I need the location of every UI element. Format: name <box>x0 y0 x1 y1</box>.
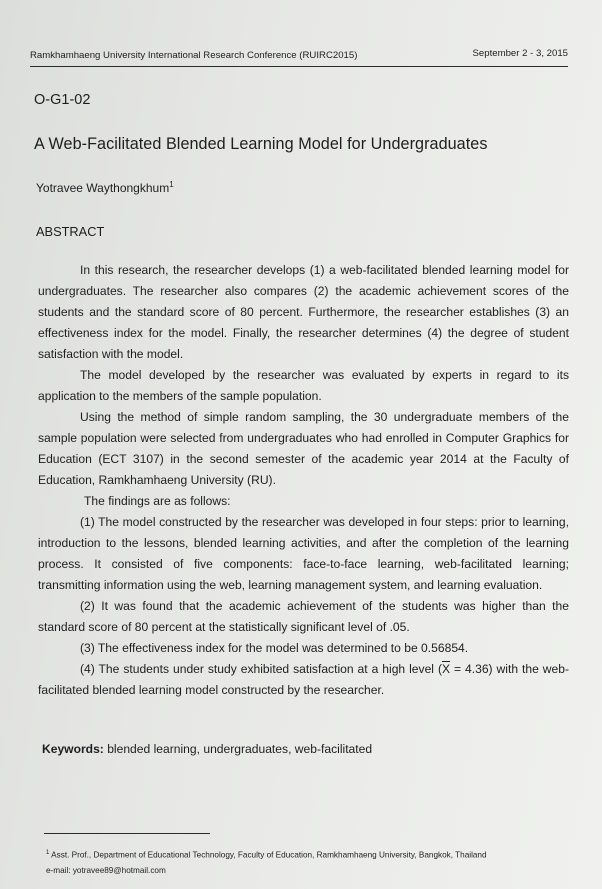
conference-date: September 2 - 3, 2015 <box>472 48 568 59</box>
footnote-affiliation-line <box>46 846 566 863</box>
author-name: Yotravee Waythongkhum <box>36 181 170 195</box>
author-footnote-mark: 1 <box>169 180 174 189</box>
author-line <box>36 180 174 195</box>
footnote-mark: 1 <box>46 850 50 856</box>
finding-4-before: (4) The students under study exhibited satisfaction at a high level ( <box>80 662 442 676</box>
mean-symbol: $\overline{X}$ <box>441 662 451 676</box>
paper-title: A Web-Facilitated Blended Learning Model for Undergraduates <box>34 135 488 153</box>
finding-3: (3) The effectiveness index for the model was determined to be 0.56854. <box>80 641 469 655</box>
abstract-heading: ABSTRACT <box>36 224 105 239</box>
footnote <box>46 846 566 878</box>
keywords-value: blended learning, undergraduates, web-facilitated <box>103 742 373 756</box>
conference-name: Ramkhamhaeng University International Research Conference (RUIRC2015) <box>30 50 358 61</box>
footnote-email: e-mail: yotravee89@hotmail.com <box>46 865 166 875</box>
abstract-body <box>38 260 569 701</box>
running-header <box>30 44 568 67</box>
keywords-label: Keywords: <box>42 742 104 756</box>
finding-4 <box>38 659 569 701</box>
abstract-paragraph-3: Using the method of simple random sampling, the 30 undergraduate members of the sample population were selected from undergraduates who had enrolled in Computer Graphics for Education (ECT 3107) in the second semester of the academic year 2014 at the Faculty of Education, Ramkhamhaeng University (RU). <box>38 410 569 487</box>
keywords-line <box>42 742 372 756</box>
findings-intro: The findings are as follows: <box>84 494 231 508</box>
footnote-divider <box>44 833 210 834</box>
footnote-affiliation: Asst. Prof., Department of Educational Technology, Faculty of Education, Ramkhamhaeng University, Bangkok, Thailand <box>49 850 487 860</box>
finding-4-after: = 4.36) with the web-facilitated blended learning model constructed by the researcher. <box>38 662 569 697</box>
finding-1: (1) The model constructed by the researcher was developed in four steps: prior to learning, introduction to the lessons, blended learning activities, and after the completion of the learning process. It consisted of five components: face-to-face learning, web-facilitated learning; transmitting information using the web, learning management system, and learning evaluation. <box>38 515 569 592</box>
abstract-paragraph-1: In this research, the researcher develops (1) a web-facilitated blended learning model for undergraduates. The researcher also compares (2) the academic achievement scores of the students and the standard score of 80 percent. Furthermore, the researcher establishes (3) an effectiveness index for the model. Finally, the researcher determines (4) the degree of student satisfaction with the model. <box>38 263 569 361</box>
abstract-paragraph-2: The model developed by the researcher was evaluated by experts in regard to its application to the members of the sample population. <box>38 368 569 403</box>
finding-2: (2) It was found that the academic achievement of the students was higher than the standard score of 80 percent at the statistically significant level of .05. <box>38 599 569 634</box>
paper-code: O-G1-02 <box>34 92 91 108</box>
